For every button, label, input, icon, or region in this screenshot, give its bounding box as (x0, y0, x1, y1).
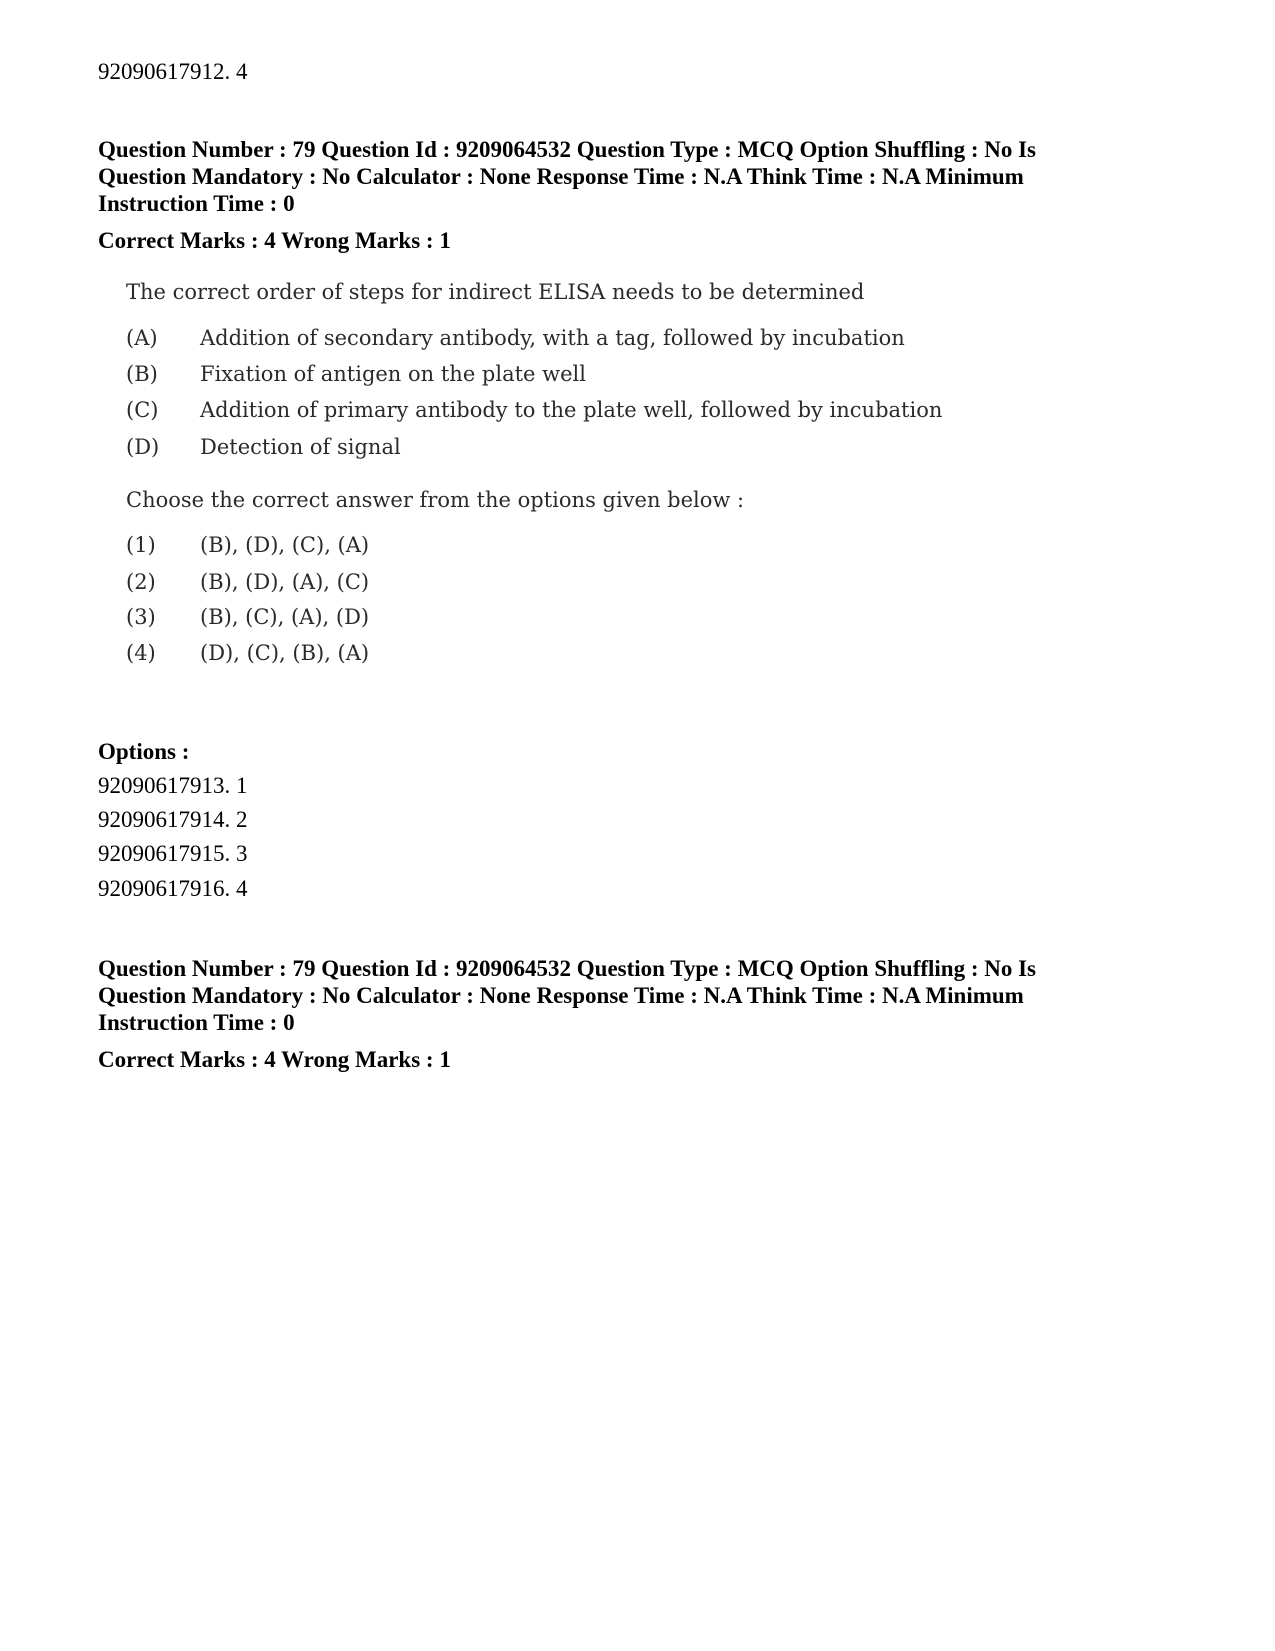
statement-label: (C) (126, 398, 159, 422)
choice-label: (4) (126, 641, 156, 665)
question-stem: The correct order of steps for indirect ELISA needs to be determined (126, 280, 865, 304)
question-header-line-3: Instruction Time : 0 (98, 191, 295, 216)
statement-d (126, 435, 401, 459)
question-instruction: Choose the correct answer from the options given below : (126, 488, 745, 512)
next-question-header (98, 955, 1198, 1036)
statement-label: (D) (126, 435, 160, 459)
next-question-header-line-1: Question Number : 79 Question Id : 9209064532 Question Type : MCQ Option Shuffling : No Is (98, 956, 1037, 981)
choice-text: (D), (C), (B), (A) (200, 641, 370, 665)
statement-text: Addition of primary antibody to the plate well, followed by incubation (200, 398, 943, 422)
option-item: 92090617913. 1 (98, 773, 248, 798)
next-question-header-line-2: Question Mandatory : No Calculator : None Response Time : N.A Think Time : N.A Minimum (98, 983, 1024, 1008)
statement-label: (B) (126, 362, 158, 386)
choice-3 (126, 605, 369, 629)
choice-4 (126, 641, 369, 665)
statement-text: Detection of signal (200, 435, 401, 459)
question-header (98, 136, 1198, 217)
previous-option-text: 92090617912. 4 (98, 59, 248, 84)
question-header-line-1: Question Number : 79 Question Id : 9209064532 Question Type : MCQ Option Shuffling : No Is (98, 137, 1037, 162)
question-header-line-2: Question Mandatory : No Calculator : None Response Time : N.A Think Time : N.A Minimum (98, 164, 1024, 189)
choice-1 (126, 533, 369, 557)
option-item: 92090617914. 2 (98, 807, 248, 832)
question-marks: Correct Marks : 4 Wrong Marks : 1 (98, 228, 451, 253)
choice-text: (B), (D), (C), (A) (200, 533, 370, 557)
choice-2 (126, 570, 369, 594)
next-question-header-line-3: Instruction Time : 0 (98, 1010, 295, 1035)
choice-label: (3) (126, 605, 156, 629)
option-item: 92090617915. 3 (98, 841, 248, 866)
statement-b (126, 362, 586, 386)
option-item: 92090617916. 4 (98, 876, 248, 901)
next-question-marks: Correct Marks : 4 Wrong Marks : 1 (98, 1047, 451, 1072)
options-heading: Options : (98, 739, 190, 764)
choice-label: (1) (126, 533, 156, 557)
choice-text: (B), (D), (A), (C) (200, 570, 370, 594)
statement-text: Addition of secondary antibody, with a tag, followed by incubation (200, 326, 905, 350)
statement-text: Fixation of antigen on the plate well (200, 362, 586, 386)
choice-label: (2) (126, 570, 156, 594)
statement-c (126, 398, 942, 422)
statement-a (126, 326, 905, 350)
choice-text: (B), (C), (A), (D) (200, 605, 370, 629)
statement-label: (A) (126, 326, 158, 350)
